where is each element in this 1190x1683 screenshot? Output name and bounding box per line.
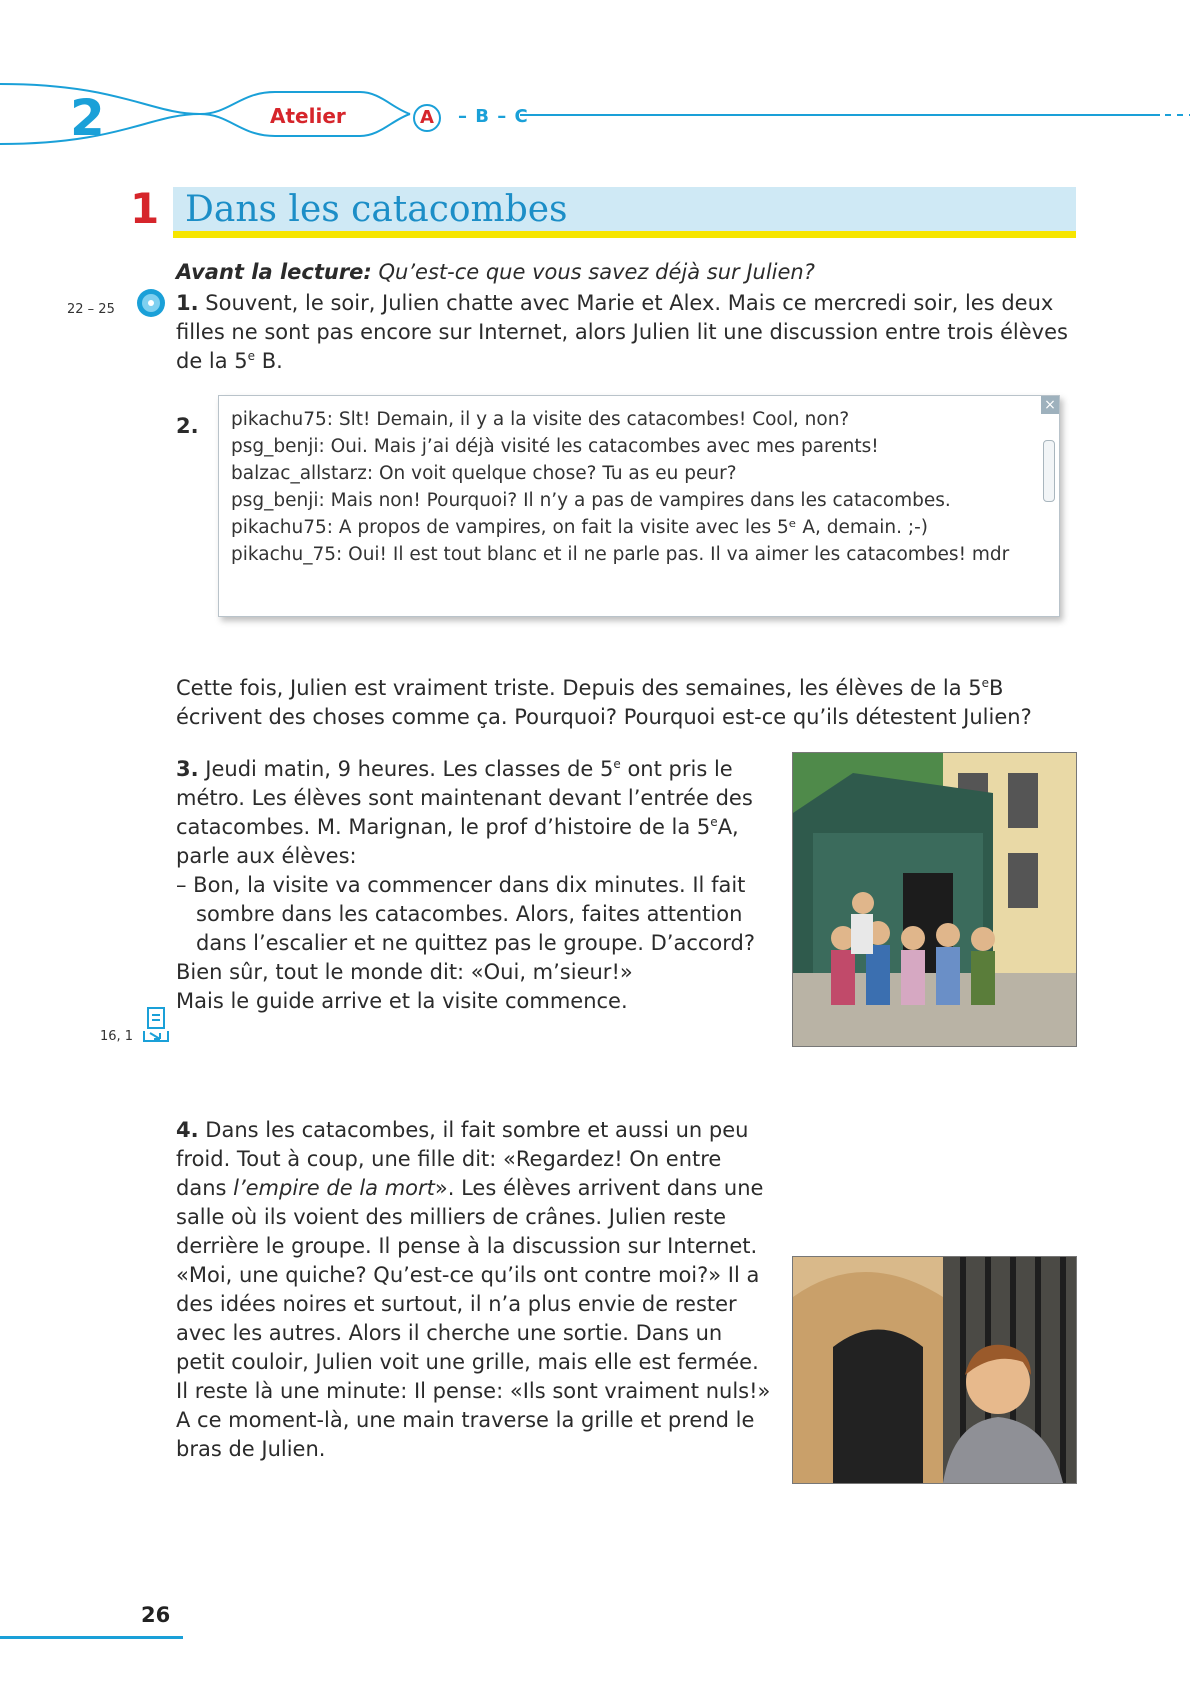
cd-audio-icon [136,288,166,318]
atelier-a-circled: A [413,104,441,132]
paragraph-2-number: 2. [176,414,199,438]
lesson-number: 1 [130,184,160,233]
paragraph-triste-text-b: B écrivent des choses comme ça. Pourquoi? Pourquoi est-ce qu’ils détestent Julien? [176,676,1032,729]
web-link-icon[interactable] [142,1007,170,1043]
paragraph-3-line-b: Mais le guide arrive et la visite commence. [176,989,628,1013]
julien-at-gate-illustration [792,1256,1077,1484]
catacombs-entrance-illustration [792,752,1077,1047]
paragraph-triste-sup: e [981,676,990,690]
chat-message: balzac_allstarz: On voit quelque chose? Tu as eu peur? [231,463,737,484]
paragraph-1-number: 1. [176,291,199,315]
paragraph-3-sup1: e [613,757,621,771]
paragraph-3 [176,755,786,1016]
chat-window [218,395,1060,617]
paragraph-3-text-c: A, parle aux élèves: [176,815,739,868]
footer-rule [0,1636,183,1639]
pre-reading-question [176,258,815,287]
header-ribbon [0,78,1190,158]
unit-number: 2 [70,89,105,147]
paragraph-triste [176,674,1086,732]
paragraph-3-text-b: ont pris le métro. Les élèves sont maintenant devant l’entrée des catacombes. M. Marignan, le prof d’histoire de la 5 [176,757,753,839]
page-number: 26 [141,1603,171,1627]
paragraph-1 [176,289,1076,376]
web-code-ref: 16, 1 [100,1029,134,1044]
lesson-title: Dans les catacombes [185,189,568,230]
paragraph-1-text-b: B. [255,349,283,373]
chat-message: psg_benji: Mais non! Pourquoi? Il n’y a pas de vampires dans les catacombes. [231,490,951,511]
pre-reading-label: Avant la lecture: [176,260,372,284]
atelier-label: Atelier [270,104,346,128]
chat-messages [231,406,1009,568]
paragraph-3-number: 3. [176,757,199,781]
paragraph-3-line-a: Bien sûr, tout le monde dit: «Oui, m’sieur!» [176,960,633,984]
paragraph-triste-text-a: Cette fois, Julien est vraiment triste. Depuis des semaines, les élèves de la 5 [176,676,982,700]
chat-message: pikachu75: Slt! Demain, il y a la visite des catacombes! Cool, non? [231,409,850,430]
title-underline [173,231,1076,238]
chat-message: pikachu75: A propos de vampires, on fait la visite avec les 5ᵉ A, demain. ;-) [231,517,929,538]
paragraph-1-text-a: Souvent, le soir, Julien chatte avec Marie et Alex. Mais ce mercredi soir, les deux filles ne sont pas encore sur Internet, alors Julien lit une discussion entre trois élèves de la 5 [176,291,1068,373]
paragraph-4-text-b: ». Les élèves arrivent dans une salle où ils voient des milliers de crânes. Julien reste derrière le groupe. Il pense à la discussion sur Internet. «Moi, une quiche? Qu’est-ce qu’ils ont contre moi?» Il a des idées noires et surtout, il n’a plus envie de rester avec les autres. Alors il cherche une sortie. Dans un petit couloir, Julien voit une grille, mais elle est fermée. Il reste là une minute: Il pense: «Ils sont vraiment nuls!» A ce moment-là, une main traverse la grille et prend le bras de Julien. [176,1176,771,1461]
paragraph-4-number: 4. [176,1118,199,1142]
paragraph-4-text-a: Dans les catacombes, il fait sombre et aussi un peu froid. Tout à coup, une fille dit: «Regardez! On entre dans [176,1118,749,1200]
paragraph-3-sup2: e [710,815,718,829]
guide-speech: – Bon, la visite va commencer dans dix minutes. Il fait sombre dans les catacombes. Alors, faites attention dans l’escalier et ne quittez pas le groupe. D’accord? [176,873,756,955]
chat-message: psg_benji: Oui. Mais j’ai déjà visité les catacombes avec mes parents! [231,436,879,457]
chat-message: pikachu_75: Oui! Il est tout blanc et il ne parle pas. Il va aimer les catacombes! mdr [231,544,1010,565]
chat-scrollbar[interactable] [1043,440,1055,502]
atelier-b-c: – B – C [458,106,529,127]
paragraph-3-text-a: Jeudi matin, 9 heures. Les classes de 5 [205,757,614,781]
paragraph-4-italic: l’empire de la mort [233,1176,435,1200]
paragraph-1-sup: e [247,349,256,363]
audio-track-ref: 22 – 25 [67,302,115,317]
paragraph-4 [176,1116,776,1464]
pre-reading-text: Qu’est-ce que vous savez déjà sur Julien? [378,260,815,284]
close-icon[interactable]: × [1041,396,1059,414]
